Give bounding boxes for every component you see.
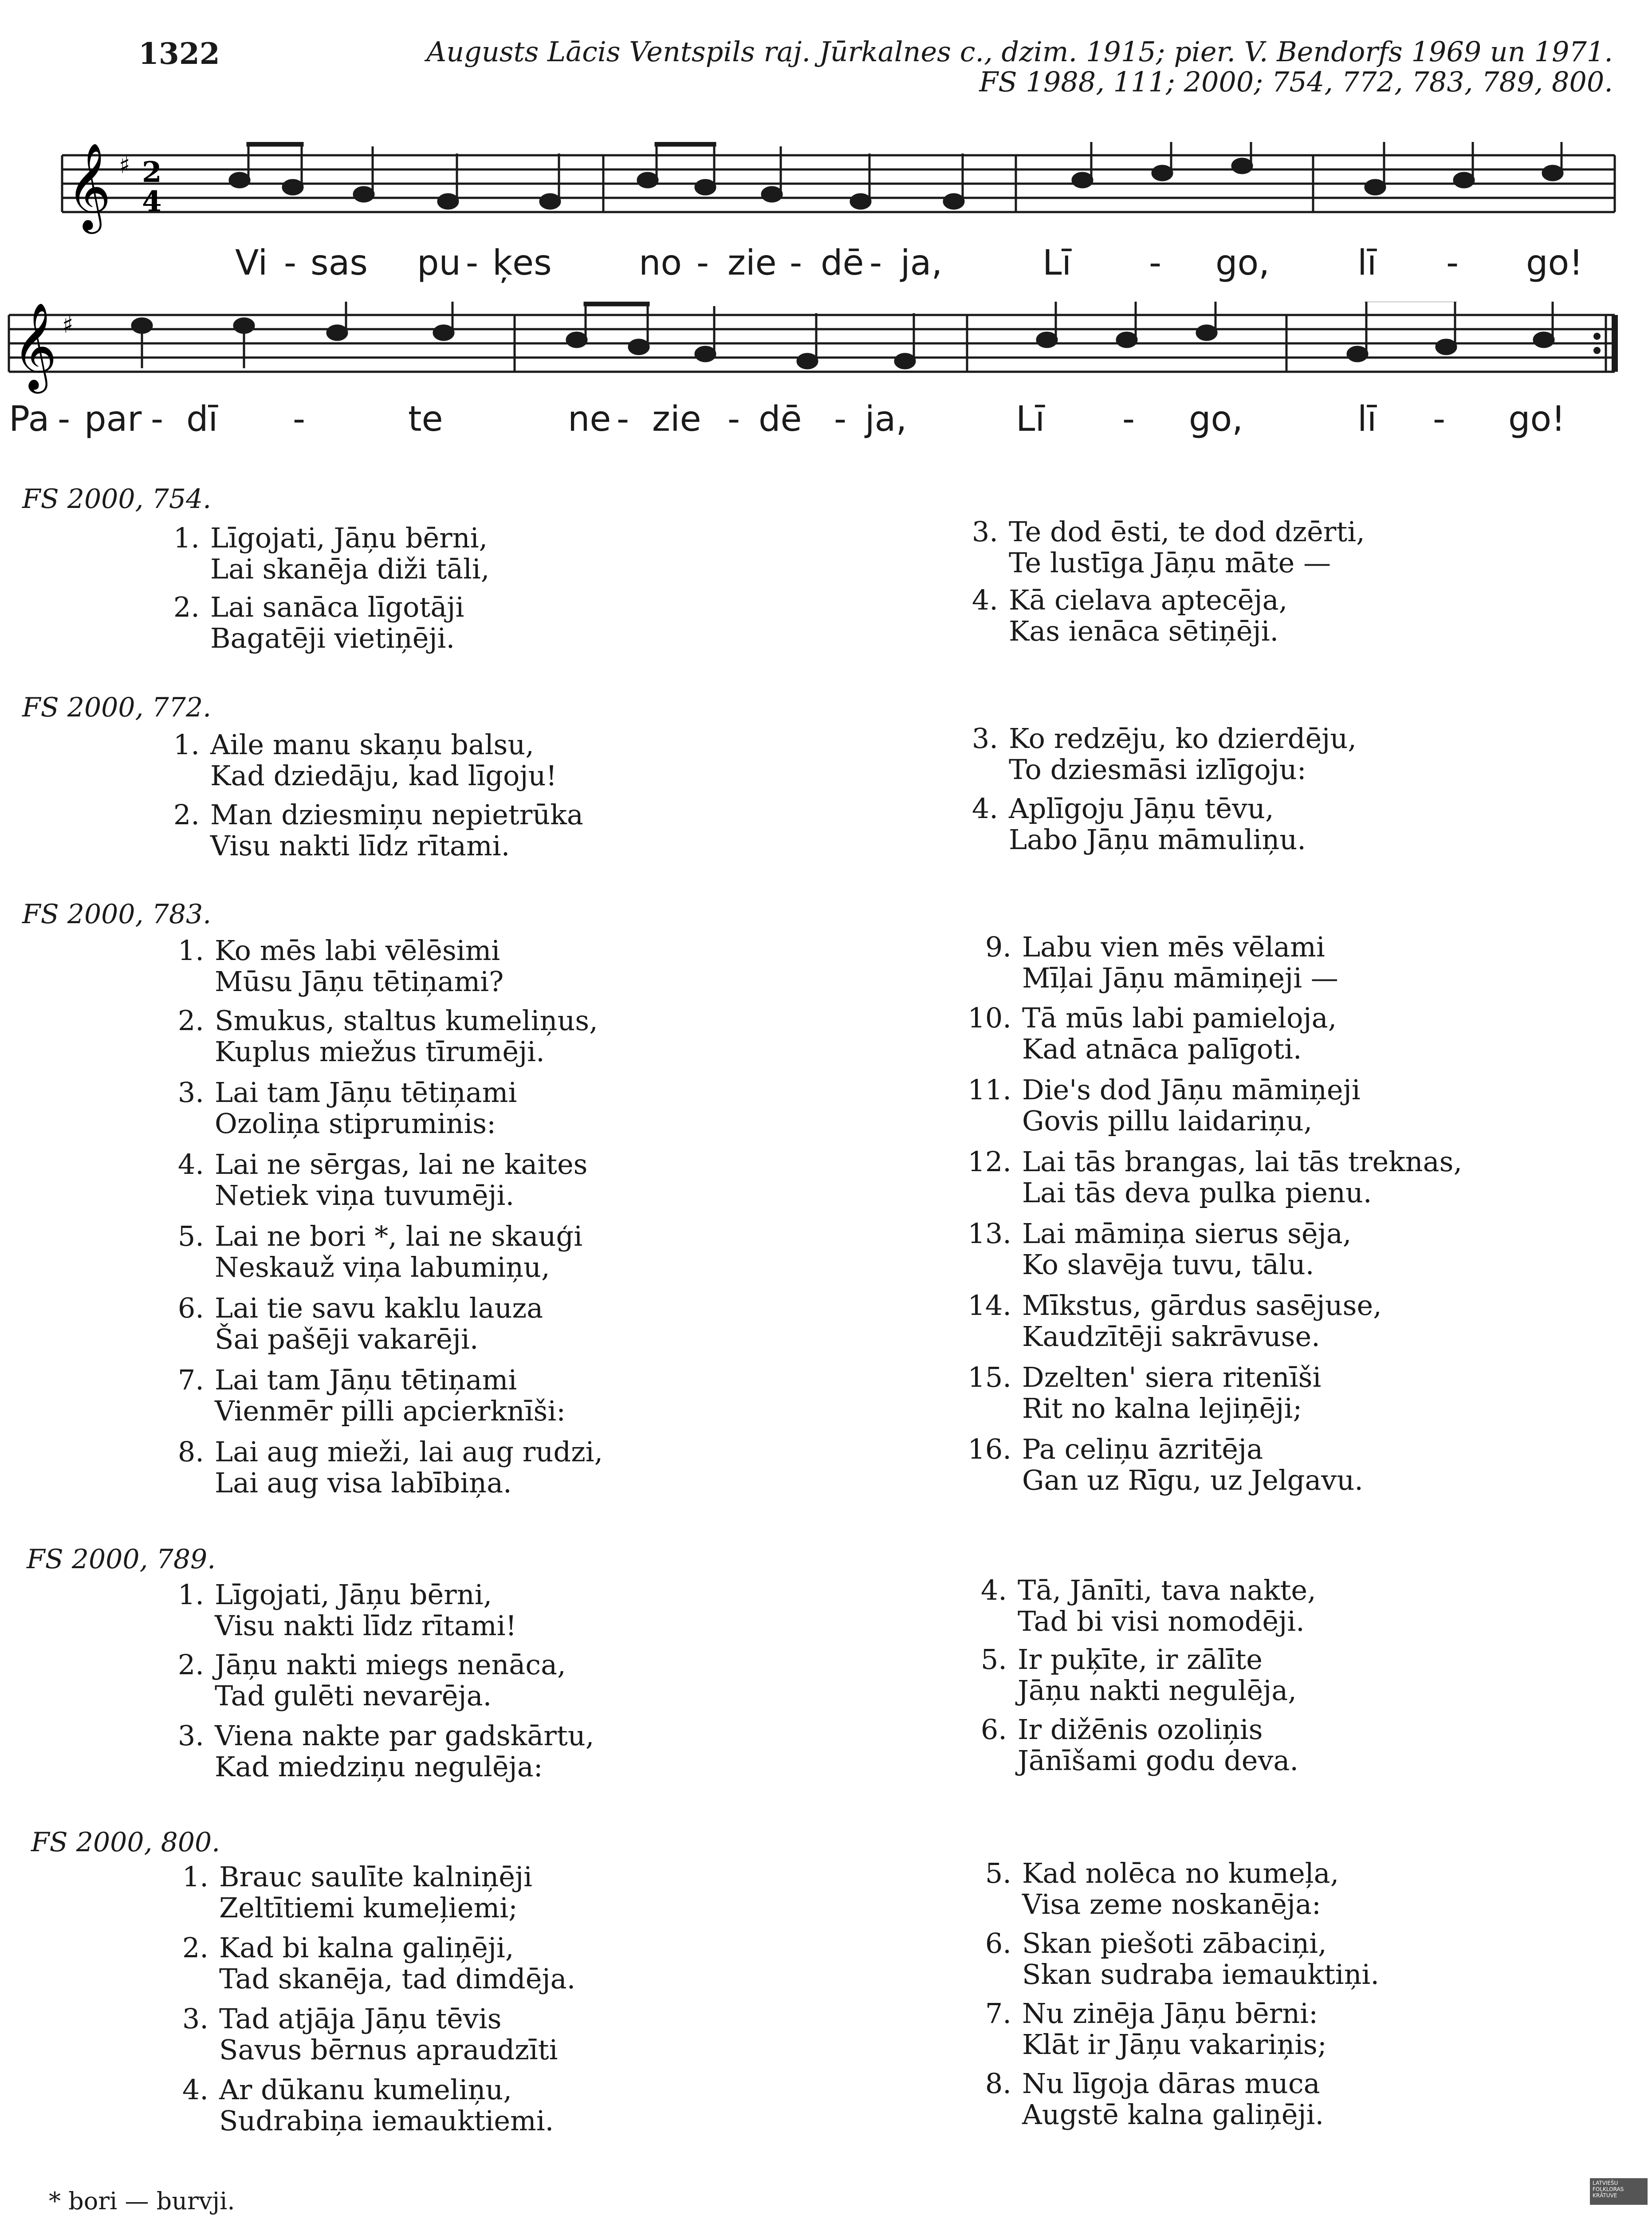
lyric-1-2: -	[284, 243, 297, 283]
verse-772-4: 4. Aplīgoju Jāņu tēvu, Labo Jāņu māmuliņu.	[972, 792, 1306, 856]
lyric-1-9: zie	[728, 243, 777, 283]
lyric-2-2: -	[58, 399, 71, 439]
lyric-2-15: Lī	[1016, 399, 1045, 439]
verse-783-16: 16. Pa celiņu āzritēja Gan uz Rīgu, uz Jelgavu.	[968, 1433, 1363, 1496]
section-label-772: FS 2000, 772.	[22, 692, 212, 723]
verse-783-1: 1. Ko mēs labi vēlēsimi Mūsu Jāņu tētiņami?	[177, 934, 504, 998]
verse-789-2: 2. Jāņu nakti miegs nenāca, Tad gulēti nevarēja.	[177, 1648, 566, 1712]
verse-754-1: 1. Līgojati, Jāņu bērni, Lai skanēja diži tāli,	[173, 522, 490, 585]
lyric-1-13: ja,	[901, 243, 943, 283]
verse-772-2: 2. Man dziesmiņu nepietrūka Visu nakti līdz rītami.	[173, 799, 583, 862]
lyric-2-14: ja,	[865, 399, 907, 439]
lyric-2-16: -	[1122, 399, 1135, 439]
time-signature-top: 2	[142, 156, 162, 189]
lyric-2-11: -	[728, 399, 740, 439]
verse-800-3: 3. Tad atjāja Jāņu tēvis Savus bērnus apraudzīti	[182, 2003, 558, 2066]
lyric-2-20: go!	[1508, 399, 1565, 439]
lyric-2-8: ne	[568, 399, 611, 439]
lyric-2-1: Pa	[9, 399, 50, 439]
verse-783-11: 11. Die's dod Jāņu māmiņeji Govis pillu laidariņu,	[968, 1074, 1361, 1137]
verse-800-5: 5. Kad nolēca no kumeļa, Visa zeme noskanēja:	[985, 1857, 1339, 1920]
lyric-2-18: lī	[1357, 399, 1377, 439]
verse-783-14: 14. Mīkstus, gārdus sasējuse, Kaudzītēji sakrāvuse.	[968, 1289, 1382, 1353]
verse-789-6: 6. Ir dižēnis ozoliņis Jānīšami godu deva.	[980, 1713, 1299, 1777]
verse-800-1: 1. Brauc saulīte kalniņēji Zeltītiemi kumeļiemi;	[182, 1861, 533, 1924]
section-label-783: FS 2000, 783.	[22, 899, 212, 930]
lyric-1-3: sas	[311, 243, 368, 283]
lyric-1-6: ķes	[492, 243, 552, 283]
treble-clef-icon: 𝄞	[67, 142, 111, 230]
page-number: 1322	[138, 36, 220, 71]
lyric-2-13: -	[834, 399, 847, 439]
source-line-1: Augusts Lācis Ventspils raj. Jūrkalnes c., dzim. 1915; pier. V. Bendorfs 1969 un 1971.	[426, 35, 1613, 68]
lyric-2-6: -	[293, 399, 306, 439]
verse-800-4: 4. Ar dūkanu kumeliņu, Sudrabiņa iemauktiemi.	[182, 2073, 554, 2137]
verse-783-10: 10. Tā mūs labi pamieloja, Kad atnāca palīgoti.	[968, 1002, 1337, 1065]
section-label-800: FS 2000, 800.	[31, 1827, 220, 1858]
svg-text:♯: ♯	[62, 312, 74, 338]
verse-783-2: 2. Smukus, staltus kumeliņus, Kuplus miežus tīrumēji.	[177, 1004, 598, 1068]
lyric-1-19: go!	[1526, 243, 1583, 283]
verse-754-3: 3. Te dod ēsti, te dod dzērti, Te lustīga Jāņu māte —	[972, 515, 1365, 579]
verse-800-2: 2. Kad bi kalna galiņēji, Tad skanēja, tad dimdēja.	[182, 1932, 576, 1995]
lyric-1-12: -	[869, 243, 882, 283]
verse-789-4: 4. Tā, Jānīti, tava nakte, Tad bi visi nomodēji.	[980, 1574, 1316, 1637]
lyric-1-11: dē	[821, 243, 864, 283]
lyric-2-3: par	[84, 399, 142, 439]
lyric-1-14: Lī	[1042, 243, 1072, 283]
lyric-1-8: -	[696, 243, 709, 283]
verse-783-15: 15. Dzelten' siera ritenīši Rit no kalna lejiņēji;	[968, 1361, 1322, 1424]
footnote: * bori — burvji.	[49, 2187, 235, 2215]
lyric-2-17: go,	[1189, 399, 1243, 439]
verse-783-6: 6. Lai tie savu kaklu lauza Šai pašēji vakarēji.	[177, 1292, 543, 1355]
verse-754-4: 4. Kā cielava aptecēja, Kas ienāca sētiņēji.	[972, 584, 1288, 647]
lyric-1-1: Vi	[235, 243, 268, 283]
lyric-1-5: -	[466, 243, 479, 283]
verse-783-5: 5. Lai ne bori *, lai ne skauģi Neskauž viņa labumiņu,	[177, 1220, 583, 1283]
time-signature-bottom: 4	[142, 185, 162, 218]
verse-800-8: 8. Nu līgoja dāras muca Augstē kalna galiņēji.	[985, 2067, 1324, 2131]
svg-text:♯: ♯	[119, 152, 130, 179]
music-staff-2	[0, 302, 1652, 417]
verse-783-7: 7. Lai tam Jāņu tētiņami Vienmēr pilli apcierknīši:	[177, 1364, 566, 1427]
verse-783-3: 3. Lai tam Jāņu tētiņami Ozoliņa stipruminis:	[177, 1076, 517, 1140]
lyric-2-19: -	[1433, 399, 1446, 439]
lyric-2-12: dē	[759, 399, 802, 439]
lyric-1-7: no	[639, 243, 682, 283]
music-staff-1	[0, 142, 1652, 257]
verse-783-13: 13. Lai māmiņa sierus sēja, Ko slavēja tuvu, tālu.	[968, 1217, 1352, 1281]
verse-772-1: 1. Aile manu skaņu balsu, Kad dziedāju, kad līgoju!	[173, 728, 557, 792]
verse-789-5: 5. Ir puķīte, ir zālīte Jāņu nakti negulēja,	[980, 1643, 1297, 1707]
verse-789-1: 1. Līgojati, Jāņu bērni, Visu nakti līdz rītami!	[177, 1578, 517, 1642]
lyric-2-9: -	[617, 399, 629, 439]
lyric-2-4: -	[151, 399, 164, 439]
lyric-1-15: -	[1149, 243, 1162, 283]
source-line-2: FS 1988, 111; 2000; 754, 772, 783, 789, 800.	[979, 66, 1613, 98]
verse-772-3: 3. Ko redzēju, ko dzierdēju, To dziesmāsi izlīgoju:	[972, 722, 1357, 786]
verse-783-8: 8. Lai aug mieži, lai aug rudzi, Lai aug visa labībiņa.	[177, 1436, 603, 1499]
lyric-2-7: te	[408, 399, 443, 439]
verse-783-12: 12. Lai tās brangas, lai tās treknas, Lai tās deva pulka pienu.	[968, 1145, 1463, 1209]
verse-800-6: 6. Skan piešoti zābaciņi, Skan sudraba iemauktiņi.	[985, 1927, 1380, 1991]
verse-783-9: 9. Labu vien mēs vēlami Mīļai Jāņu māmiņeji —	[985, 931, 1338, 994]
verse-754-2: 2. Lai sanāca līgotāji Bagatēji vietiņēji.	[173, 591, 464, 654]
lyric-1-18: -	[1446, 243, 1459, 283]
section-label-754: FS 2000, 754.	[22, 484, 212, 515]
lyric-1-16: go,	[1215, 243, 1270, 283]
section-label-789: FS 2000, 789.	[27, 1544, 216, 1575]
treble-clef-icon: 𝄞	[12, 302, 57, 390]
lyric-1-4: pu	[417, 243, 461, 283]
lyric-2-10: zie	[652, 399, 701, 439]
verse-789-3: 3. Viena nakte par gadskārtu, Kad miedziņu negulēja:	[177, 1719, 594, 1783]
lyric-2-5: dī	[186, 399, 218, 439]
lyric-1-17: lī	[1357, 243, 1377, 283]
verse-783-4: 4. Lai ne sērgas, lai ne kaites Netiek viņa tuvumēji.	[177, 1148, 588, 1212]
archive-logo: LATVIEŠU FOLKLORAS KRĀTUVE	[1590, 2178, 1648, 2205]
lyric-1-10: -	[790, 243, 802, 283]
verse-800-7: 7. Nu zinēja Jāņu bērni: Klāt ir Jāņu vakariņis;	[985, 1997, 1327, 2061]
